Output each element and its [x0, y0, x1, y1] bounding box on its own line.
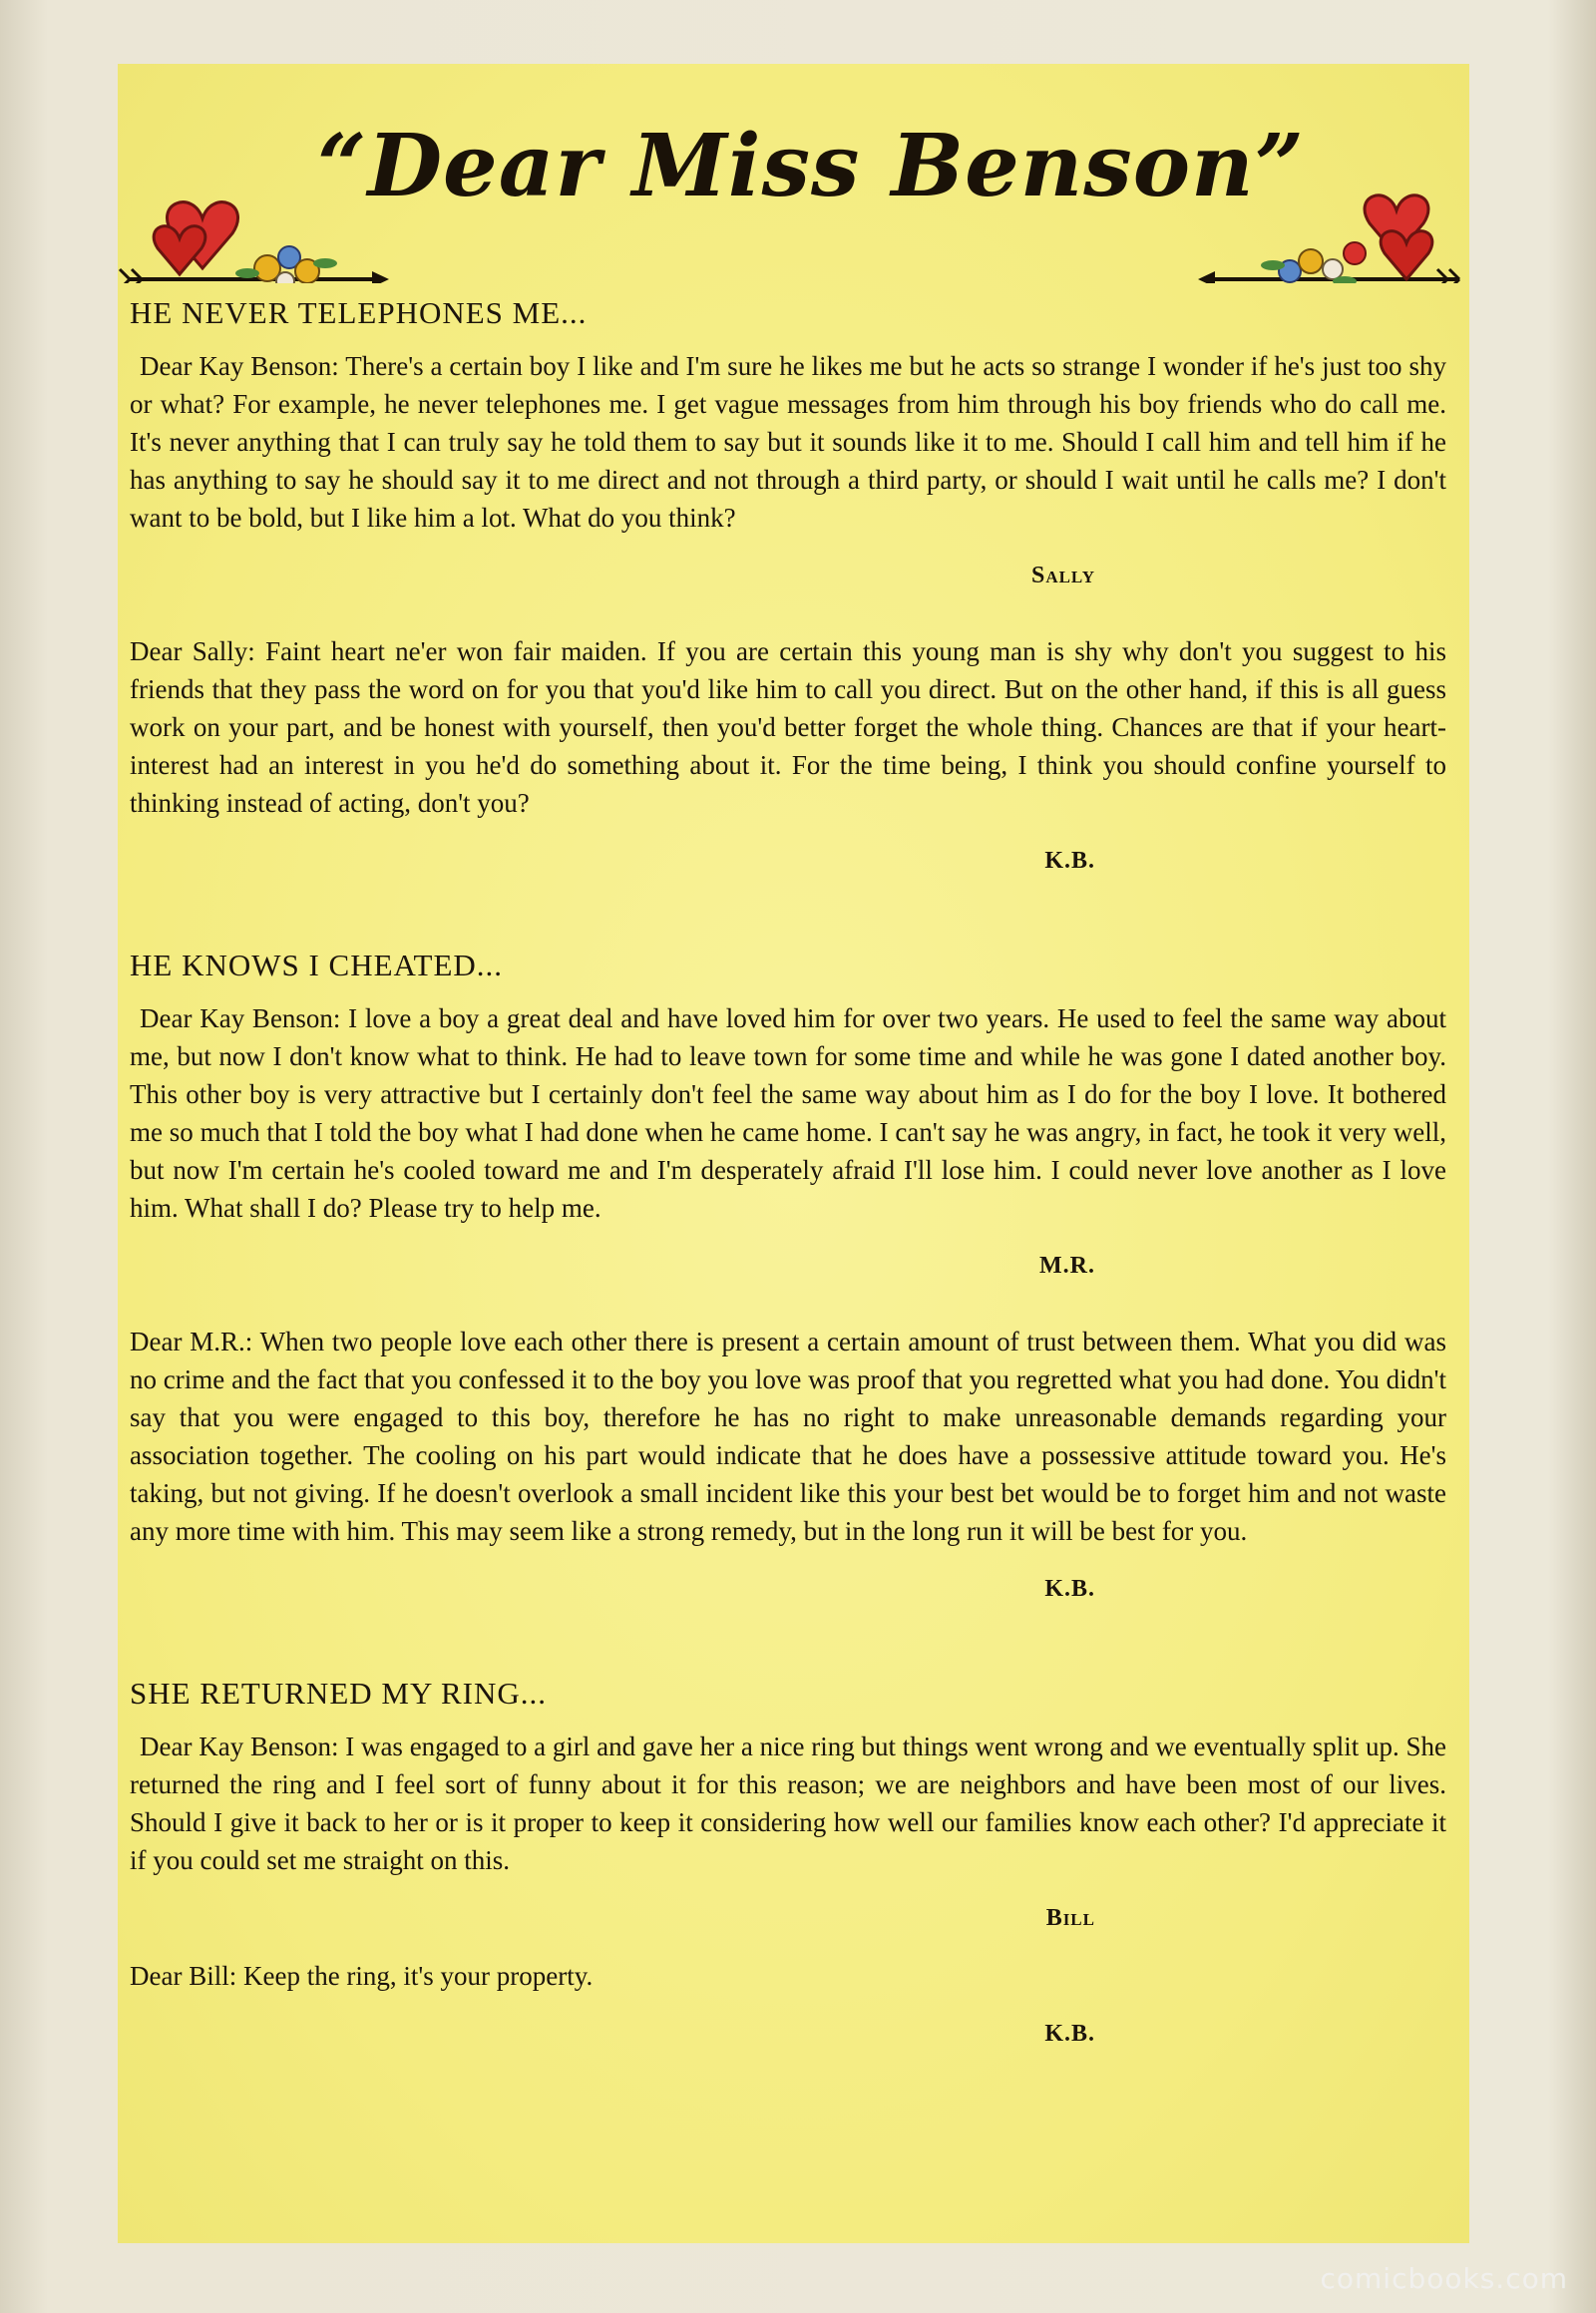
- column-panel: [118, 64, 1469, 2243]
- section-heading: HE NEVER TELEPHONES ME...: [130, 295, 588, 330]
- right-flowers-icon: [1261, 242, 1366, 283]
- advice-reply: Dear M.R.: When two people love each other there is present a certain amount of trust between them. What you did was no crime and the fact that you confessed it to the boy you love was proof that you regretted what you had done. You didn't say that you were engaged to this boy, therefore he has no right to make unreasonable demands regarding your association together. The cooling on his part would indicate that he does have a possessive attitude toward you. He's taking, but not giving. If he doesn't overlook a small incident like this your best bet would be to forget him and not waste any more time with him. This may seem like a strong remedy, but in the long run it will be best for you.: [130, 1327, 1446, 1546]
- page-title: “Dear Miss Benson”: [317, 116, 1306, 216]
- left-hearts-icon: [154, 202, 237, 274]
- reader-letter: Dear Kay Benson: I love a boy a great deal and have loved him for over two years. He used to feel the same way about me, but now I don't know what to think. He had to leave town for some time and while he was gone I dated another boy. This other boy is very attractive but I certainly don't feel the same way about him as I do for the boy I love. It bothered me so much that I told the boy what I had done when he came home. I can't say he was angry, in fact, he took it very well, but now I'm certain he's cooled toward me and I'm desperately afraid I'll lose him. I could never love another as I love him. What shall I do? Please try to help me.: [130, 1003, 1446, 1223]
- advice-section: [130, 1674, 1446, 2051]
- column-content: [130, 293, 1446, 2051]
- reader-letter: Dear Kay Benson: There's a certain boy I like and I'm sure he likes me but he acts so strange I wonder if he's just too shy or what? For example, he never telephones me. I get vague messages from him through his boy friends who do call me. It's never anything that I can truly say he told them to say but it sounds like it to me. Should I call him and tell him if he has anything to say he should say it to me direct and not through a third party, or should I wait until he calls me? I don't want to be bold, but I like him a lot. What do you think?: [130, 351, 1446, 533]
- watermark: comicbooks.com: [1320, 2262, 1568, 2295]
- letter-signature: Bill: [1045, 1905, 1095, 1931]
- reply-signature: K.B.: [1044, 1576, 1095, 1602]
- letter-signature: Sally: [1030, 563, 1095, 588]
- advice-section: [130, 293, 1446, 878]
- advice-reply: Dear Bill: Keep the ring, it's your property.: [130, 1961, 594, 1991]
- reply-signature: K.B.: [1044, 848, 1095, 874]
- reply-signature: K.B.: [1044, 2021, 1095, 2047]
- letter-signature: M.R.: [1039, 1253, 1095, 1279]
- advice-section: [130, 946, 1446, 1606]
- section-heading: HE KNOWS I CHEATED...: [130, 948, 504, 982]
- section-heading: SHE RETURNED MY RING...: [130, 1676, 547, 1711]
- reader-letter: Dear Kay Benson: I was engaged to a girl and gave her a nice ring but things went wrong and we eventually split up. She returned the ring and I feel sort of funny about it for this reason; we are neighbors and have been most of our lives. Should I give it back to her or is it proper to keep it considering how well our families know each other? I'd appreciate it if you could set me straight on this.: [130, 1732, 1446, 1875]
- right-hearts-icon: [1365, 195, 1432, 279]
- advice-reply: Dear Sally: Faint heart ne'er won fair maiden. If you are certain this young man is shy why don't you suggest to his friends that they pass the word on for you that you'd like him to call you direct. But on the other hand, if this is all guess work on your part, and be honest with yourself, then you'd better forget the whole thing. Chances are that if your heart-interest had an interest in you he'd do something about it. For the time being, I think you should confine yourself to thinking instead of acting, don't you?: [130, 636, 1446, 818]
